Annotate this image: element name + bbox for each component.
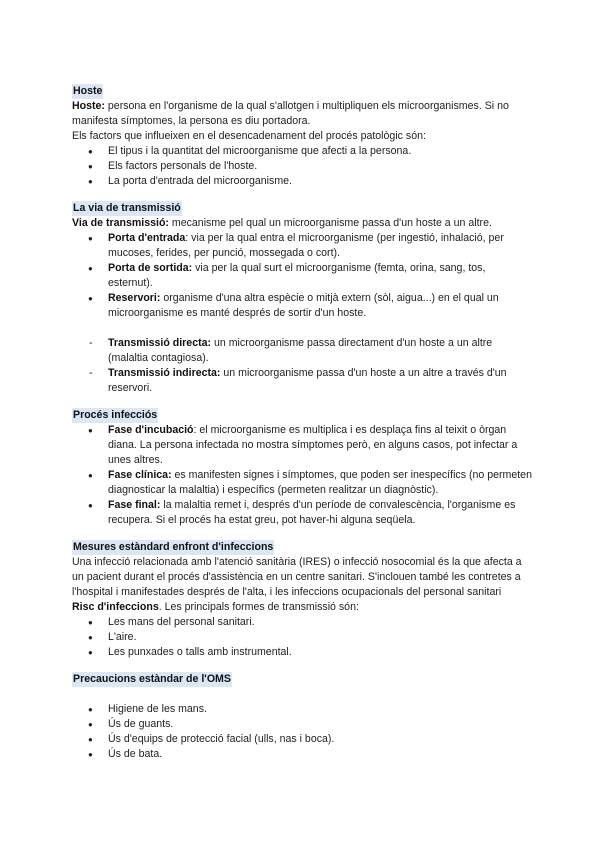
item-text: organisme d'una altra espècie o mitjà extern (sòl, aigua...) en el qual un microorganisme es manté després de sortir d'un hoste. (108, 292, 499, 319)
list-item (72, 291, 532, 321)
factors-list (72, 144, 532, 189)
section-heading: Mesures estàndard enfront d'infeccions (73, 541, 274, 553)
item-text: : el microorganisme es multiplica i es desplaça fins al teixit o òrgan diana. La persona infectada no mostra símptomes però, en alguns casos, pot infectar a unes altres. (108, 424, 518, 466)
list-item (72, 423, 532, 468)
item-text: un microorganisme passa directament d'un hoste a un altre (malaltia contagiosa). (108, 337, 493, 364)
section-hoste (72, 84, 532, 189)
section-heading: Precaucions estàndar de l'OMS (73, 673, 231, 685)
list-item (72, 336, 532, 366)
item-term: Porta d'entrada (108, 232, 186, 244)
risk-list (72, 615, 532, 660)
definition-term: Hoste: (72, 100, 105, 112)
section-mesures-estandard (72, 540, 532, 660)
item-term: Fase clínica: (108, 469, 172, 481)
item-term: Reservori: (108, 292, 161, 304)
phases-list (72, 423, 532, 528)
precautions-list (72, 702, 532, 762)
item-term: Transmissió directa: (108, 337, 212, 349)
item-term: Transmissió indirecta: (108, 367, 221, 379)
list-item: ● La porta d'entrada del microorganisme. (72, 174, 532, 189)
definition (72, 216, 532, 231)
list-item: ● Els factors personals de l'hoste. (72, 159, 532, 174)
item-term: Fase final: (108, 499, 161, 511)
factors-intro: Els factors que influeixen en el desencadenament del procés patològic són: (72, 130, 426, 142)
list-item: ● Ús de bata. (72, 747, 532, 762)
item-text: es manifesten signes i símptomes, que poden ser inespecífics (no permeten diagnosticar la malaltia) i específics (permeten realitzar un diagnòstic). (108, 469, 532, 496)
list-item (72, 468, 532, 498)
list-item: ● Les punxades o talls amb instrumental. (72, 645, 532, 660)
definition-term: Via de transmissió: (72, 217, 169, 229)
list-item: ● Ús de guants. (72, 717, 532, 732)
list-item: ● L'aire. (72, 630, 532, 645)
item-text: : via per la qual entra el microorganisme (per ingestió, inhalació, per mucoses, ferides, per punció, mossegada o cort). (108, 232, 504, 259)
risk-line (72, 600, 532, 615)
list-item: ● El tipus i la quantitat del microorganisme que afecti a la persona. (72, 144, 532, 159)
section-heading: La via de transmissió (73, 202, 181, 214)
list-item: ● Ús d'equips de protecció facial (ulls, nas i boca). (72, 732, 532, 747)
definition-text: persona en l'organisme de la qual s'allotgen i multipliquen els microorganismes. Si no manifesta símptomes, la persona es diu portadora. (72, 100, 509, 127)
list-item (72, 231, 532, 261)
section-precaucions-oms (72, 672, 532, 762)
item-text: via per la qual surt el microorganisme (femta, orina, sang, tos, esternut). (108, 262, 486, 289)
section-heading: Procés infecciós (73, 409, 158, 421)
list-item (72, 261, 532, 291)
intro-paragraph: Una infecció relacionada amb l'atenció sanitària (IRES) o infecció nosocomial és la que afecta a un pacient durant el procés d'assistència en un centre sanitari. S'inclouen també les contretes a l'hospital i manifestades després de l'alta, i les infeccions ocupacionals del personal sanitari (72, 556, 522, 598)
spacer (72, 687, 532, 702)
section-proces-infeccios (72, 408, 532, 528)
item-text: la malaltia remet i, després d'un període de convalescència, l'organisme es recupera. Si el procés ha estat greu, pot haver-hi alguna seqüela. (108, 499, 516, 526)
transmission-list (72, 231, 532, 321)
document-body (72, 84, 532, 762)
risk-term: Risc d'infeccions (72, 601, 159, 613)
list-item (72, 366, 532, 396)
definition (72, 99, 532, 129)
definition-text: mecanisme pel qual un microorganisme passa d'un hoste a un altre. (168, 217, 492, 229)
risk-text: . Les principals formes de transmissió són: (158, 601, 359, 613)
item-term: Porta de sortida: (108, 262, 193, 274)
transmission-type-list (72, 336, 532, 396)
spacer (72, 321, 532, 336)
section-heading: Hoste (73, 85, 103, 97)
list-item: ● Higiene de les mans. (72, 702, 532, 717)
item-term: Fase d'incubació (108, 424, 194, 436)
item-text: un microorganisme passa d'un hoste a un altre a través d'un reservori. (108, 367, 507, 394)
list-item (72, 498, 532, 528)
section-via-transmissio (72, 201, 532, 396)
list-item: ● Les mans del personal sanitari. (72, 615, 532, 630)
